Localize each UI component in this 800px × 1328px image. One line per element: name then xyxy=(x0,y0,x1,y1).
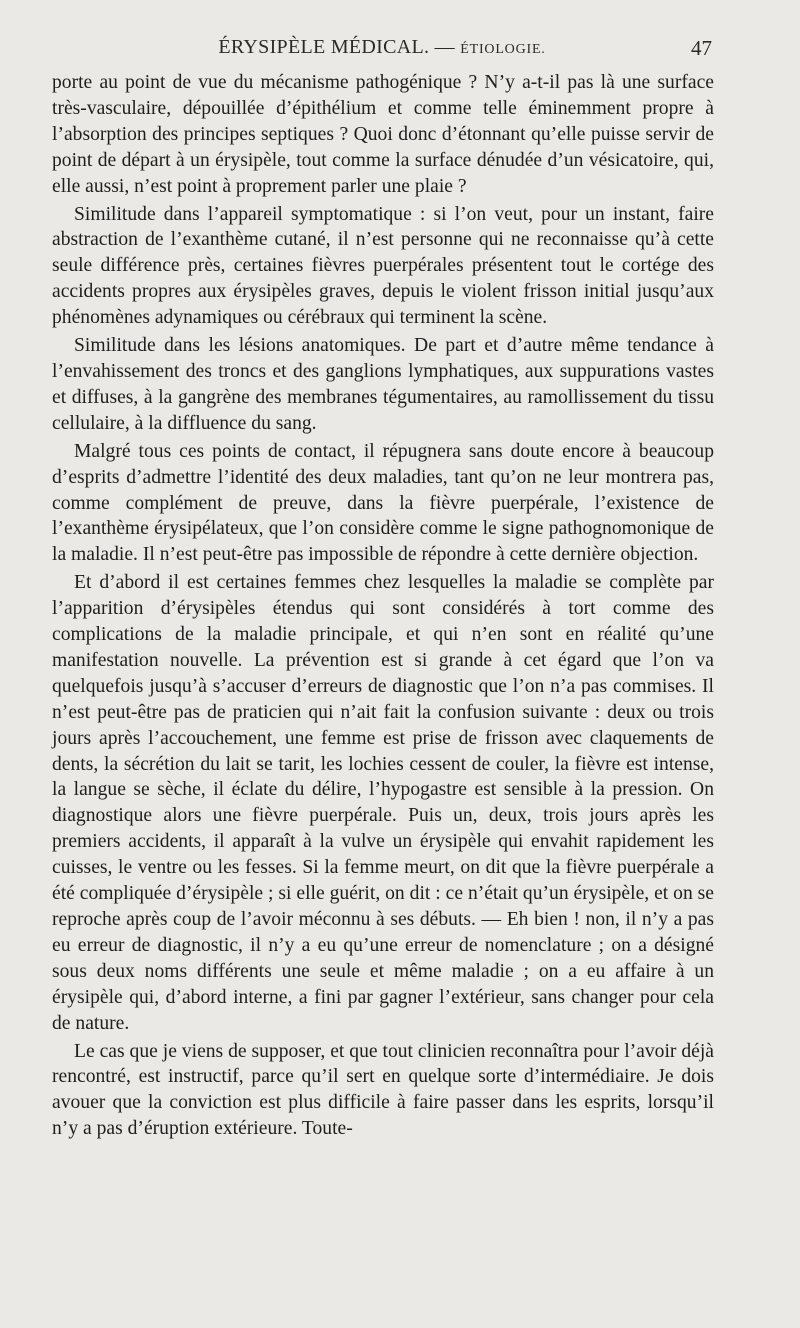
header-section: ÉTIOLOGIE. xyxy=(460,42,546,57)
running-title xyxy=(52,36,712,59)
paragraph-4: Malgré tous ces points de contact, il répugnera sans doute encore à beaucoup d’esprits d’admettre l’identité des deux maladies, tant qu’on ne leur montrera pas, comme complément de preuve, dans la fièvre puerpérale, l’existence de l’exanthème érysipélateux, que l’on considère comme le signe pathognomonique de la maladie. Il n’est peut-être pas impossible de répondre à cette dernière objection. xyxy=(52,440,714,566)
body-text xyxy=(52,70,714,1142)
paragraph-3: Similitude dans les lésions anatomiques. De part et d’autre même tendance à l’envahissement des troncs et des ganglions lymphatiques, aux suppurations vastes et diffuses, à la gangrène des membranes tégumentaires, au ramollissement du tissu cellulaire, à la diffluence du sang. xyxy=(52,335,714,434)
header-dash: — xyxy=(429,36,461,58)
paragraph-6: Le cas que je viens de supposer, et que tout clinicien reconnaîtra pour l’avoir déjà rencontré, est instructif, parce qu’il sert en quelque sorte d’intermédiaire. Je dois avouer que la conviction est plus difficile à faire passer dans les esprits, lorsqu’il n’y a pas d’éruption extérieure. Toute- xyxy=(52,1040,714,1140)
paragraph-1: porte au point de vue du mécanisme pathogénique ? N’y a-t-il pas là une surface très-vasculaire, dépouillée d’épithélium et comme telle éminemment propre à l’absorption des principes septiques ? Quoi donc d’étonnant qu’elle puisse servir de point de départ à un érysipèle, tout comme la surface dénudée d’un vésicatoire, qui, elle aussi, n’est point à proprement parler une plaie ? xyxy=(52,72,714,197)
header-title: ÉRYSIPÈLE MÉDICAL. xyxy=(218,36,430,58)
running-header xyxy=(52,36,712,64)
paragraph-5: Et d’abord il est certaines femmes chez lesquelles la maladie se complète par l’apparition d’érysipèles étendus qui sont considérés à tort comme des complications de la maladie principale, et qui n’en sont en réalité qu’une manifestation nouvelle. La prévention est si grande à cet égard que l’on va quelquefois jusqu’à s’accuser d’erreurs de diagnostic que l’on n’a pas commises. Il n’est peut-être pas de praticien qui n’ait fait la confusion suivante : deux ou trois jours après l’accouchement, une femme est prise de frisson avec claquements de dents, la sécrétion du lait se tarit, les lochies cessent de couler, la fièvre est intense, la langue se sèche, il éclate du délire, l’hypogastre est sensible à la pression. On diagnostique alors une fièvre puerpérale. Puis un, deux, trois jours après les premiers accidents, il apparaît à la vulve un érysipèle qui envahit rapidement les cuisses, le ventre ou les fesses. Si la femme meurt, on dit que la fièvre puerpérale a été compliquée d’érysipèle ; si elle guérit, on dit : ce n’était qu’un érysipèle, et on se reproche après coup de l’avoir méconnu à ses débuts. — Eh bien ! non, il n’y a pas eu erreur de diagnostic, il n’y a eu qu’une erreur de nomenclature ; on a désigné sous deux noms différents une seule et même maladie ; on a eu affaire à un érysipèle qui, d’abord interne, a fini par gagner l’extérieur, sans changer pour cela de nature. xyxy=(52,572,714,1034)
paragraph-2: Similitude dans l’appareil symptomatique : si l’on veut, pour un instant, faire abstraction de l’exanthème cutané, il n’est personne qui ne reconnaisse qu’à cette seule différence près, certaines fièvres puerpérales présentent tout le cortége des accidents propres aux érysipèles graves, depuis le violent frisson initial jusqu’aux phénomènes adynamiques ou cérébraux qui terminent la scène. xyxy=(52,203,714,329)
page-number: 47 xyxy=(691,36,712,60)
